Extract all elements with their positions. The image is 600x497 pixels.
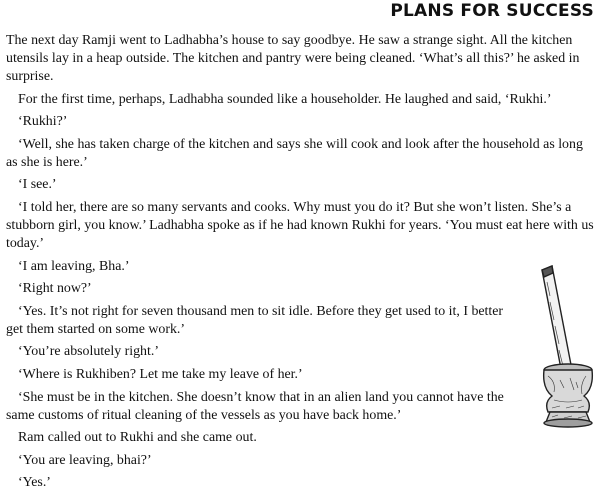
paragraph: ‘Well, she has taken charge of the kitchen and says she will cook and look after the household as long as she is here.’	[6, 136, 583, 170]
paragraph: ‘Right now?’	[18, 281, 92, 297]
paragraph: ‘Rukhi?’	[18, 114, 68, 130]
paragraph: ‘She must be in the kitchen. She doesn’t know that in an alien land you cannot have the same customs of ritual cleaning of the vessels as you have back home.’	[6, 389, 504, 423]
mortar-and-pestle-icon	[530, 262, 600, 432]
body-text	[6, 32, 596, 497]
paragraph: ‘Where is Rukhiben? Let me take my leave of her.’	[18, 366, 303, 382]
paragraph: Ram called out to Rukhi and she came out.	[18, 430, 257, 446]
paragraph: ‘Yes.’	[18, 475, 51, 491]
paragraph: ‘I told her, there are so many servants and cooks. Why must you do it? But she won’t listen. She’s a stubborn girl, you know.’ Ladhabha spoke as if he had known Rukhi for years. ‘You must eat here with us today.’	[6, 199, 594, 251]
paragraph: ‘I see.’	[18, 177, 57, 193]
page-header-title: PLANS FOR SUCCESS	[390, 1, 594, 21]
paragraph: ‘You’re absolutely right.’	[18, 344, 159, 360]
paragraph: For the first time, perhaps, Ladhabha sounded like a householder. He laughed and said, ‘Rukhi.’	[18, 91, 552, 107]
paragraph: ‘You are leaving, bhai?’	[18, 452, 152, 468]
paragraph: ‘Yes. It’s not right for seven thousand men to sit idle. Before they get used to it, I better get them started on some work.’	[6, 303, 504, 337]
paragraph: The next day Ramji went to Ladhabha’s house to say goodbye. He saw a strange sight. All the kitchen utensils lay in a heap outside. The kitchen and pantry were being cleaned. ‘What’s all this?’ he asked in surprise.	[6, 33, 580, 84]
paragraph: ‘I am leaving, Bha.’	[18, 258, 130, 274]
